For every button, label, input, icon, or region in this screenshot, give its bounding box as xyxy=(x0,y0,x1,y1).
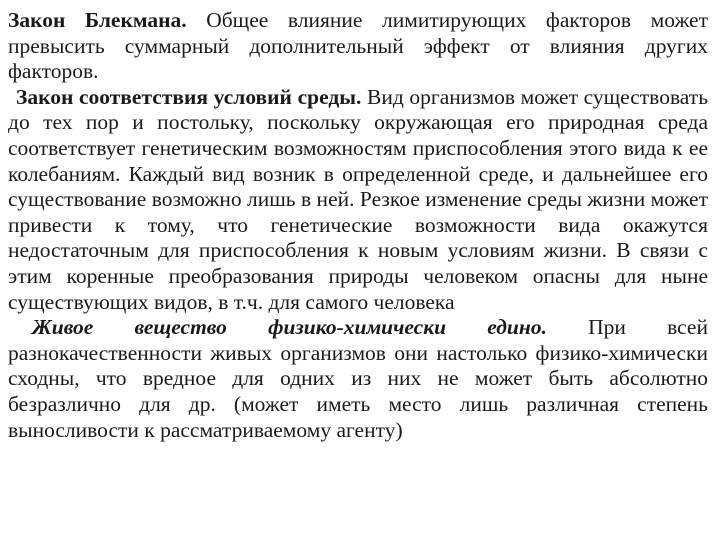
term-environment-law: Закон соответствия условий среды. xyxy=(16,84,362,109)
paragraph-living-matter xyxy=(8,315,708,443)
term-living-matter: Живое вещество физико-химически едино. xyxy=(32,315,547,340)
paragraph-text: Общее влияние лимитирующих факторов может превысить суммарный дополнительный эффект от влияния других факторов. xyxy=(8,8,708,84)
paragraph-text: Вид организмов может существовать до тех пор и постольку, поскольку окружающая его природная среда соответствует генетическим возможностям приспособления этого вида к ее колебаниям. Каждый вид возник в определенной среде, и дальнейшее его существование возможно лишь в ней. Резкое изменение среды жизни может привести к тому, что генетические возможности вида окажутся недостаточным для приспособления к новым условиям жизни. В связи с этим коренные преобразования природы человеком опасны для ныне существующих видов, в т.ч. для самого человека xyxy=(8,84,708,314)
paragraph-blackman-law xyxy=(8,8,708,85)
paragraph-text: При всей разнокачественности живых организмов они настолько физико-химически сходны, что вредное для одних из них не может быть абсолютно безразлично для др. (может иметь место лишь различная степень выносливости к рассматриваемому агенту) xyxy=(8,315,708,442)
term-blackman-law: Закон Блекмана. xyxy=(8,8,187,32)
paragraph-environment-law xyxy=(8,85,708,315)
document-page xyxy=(8,8,708,443)
